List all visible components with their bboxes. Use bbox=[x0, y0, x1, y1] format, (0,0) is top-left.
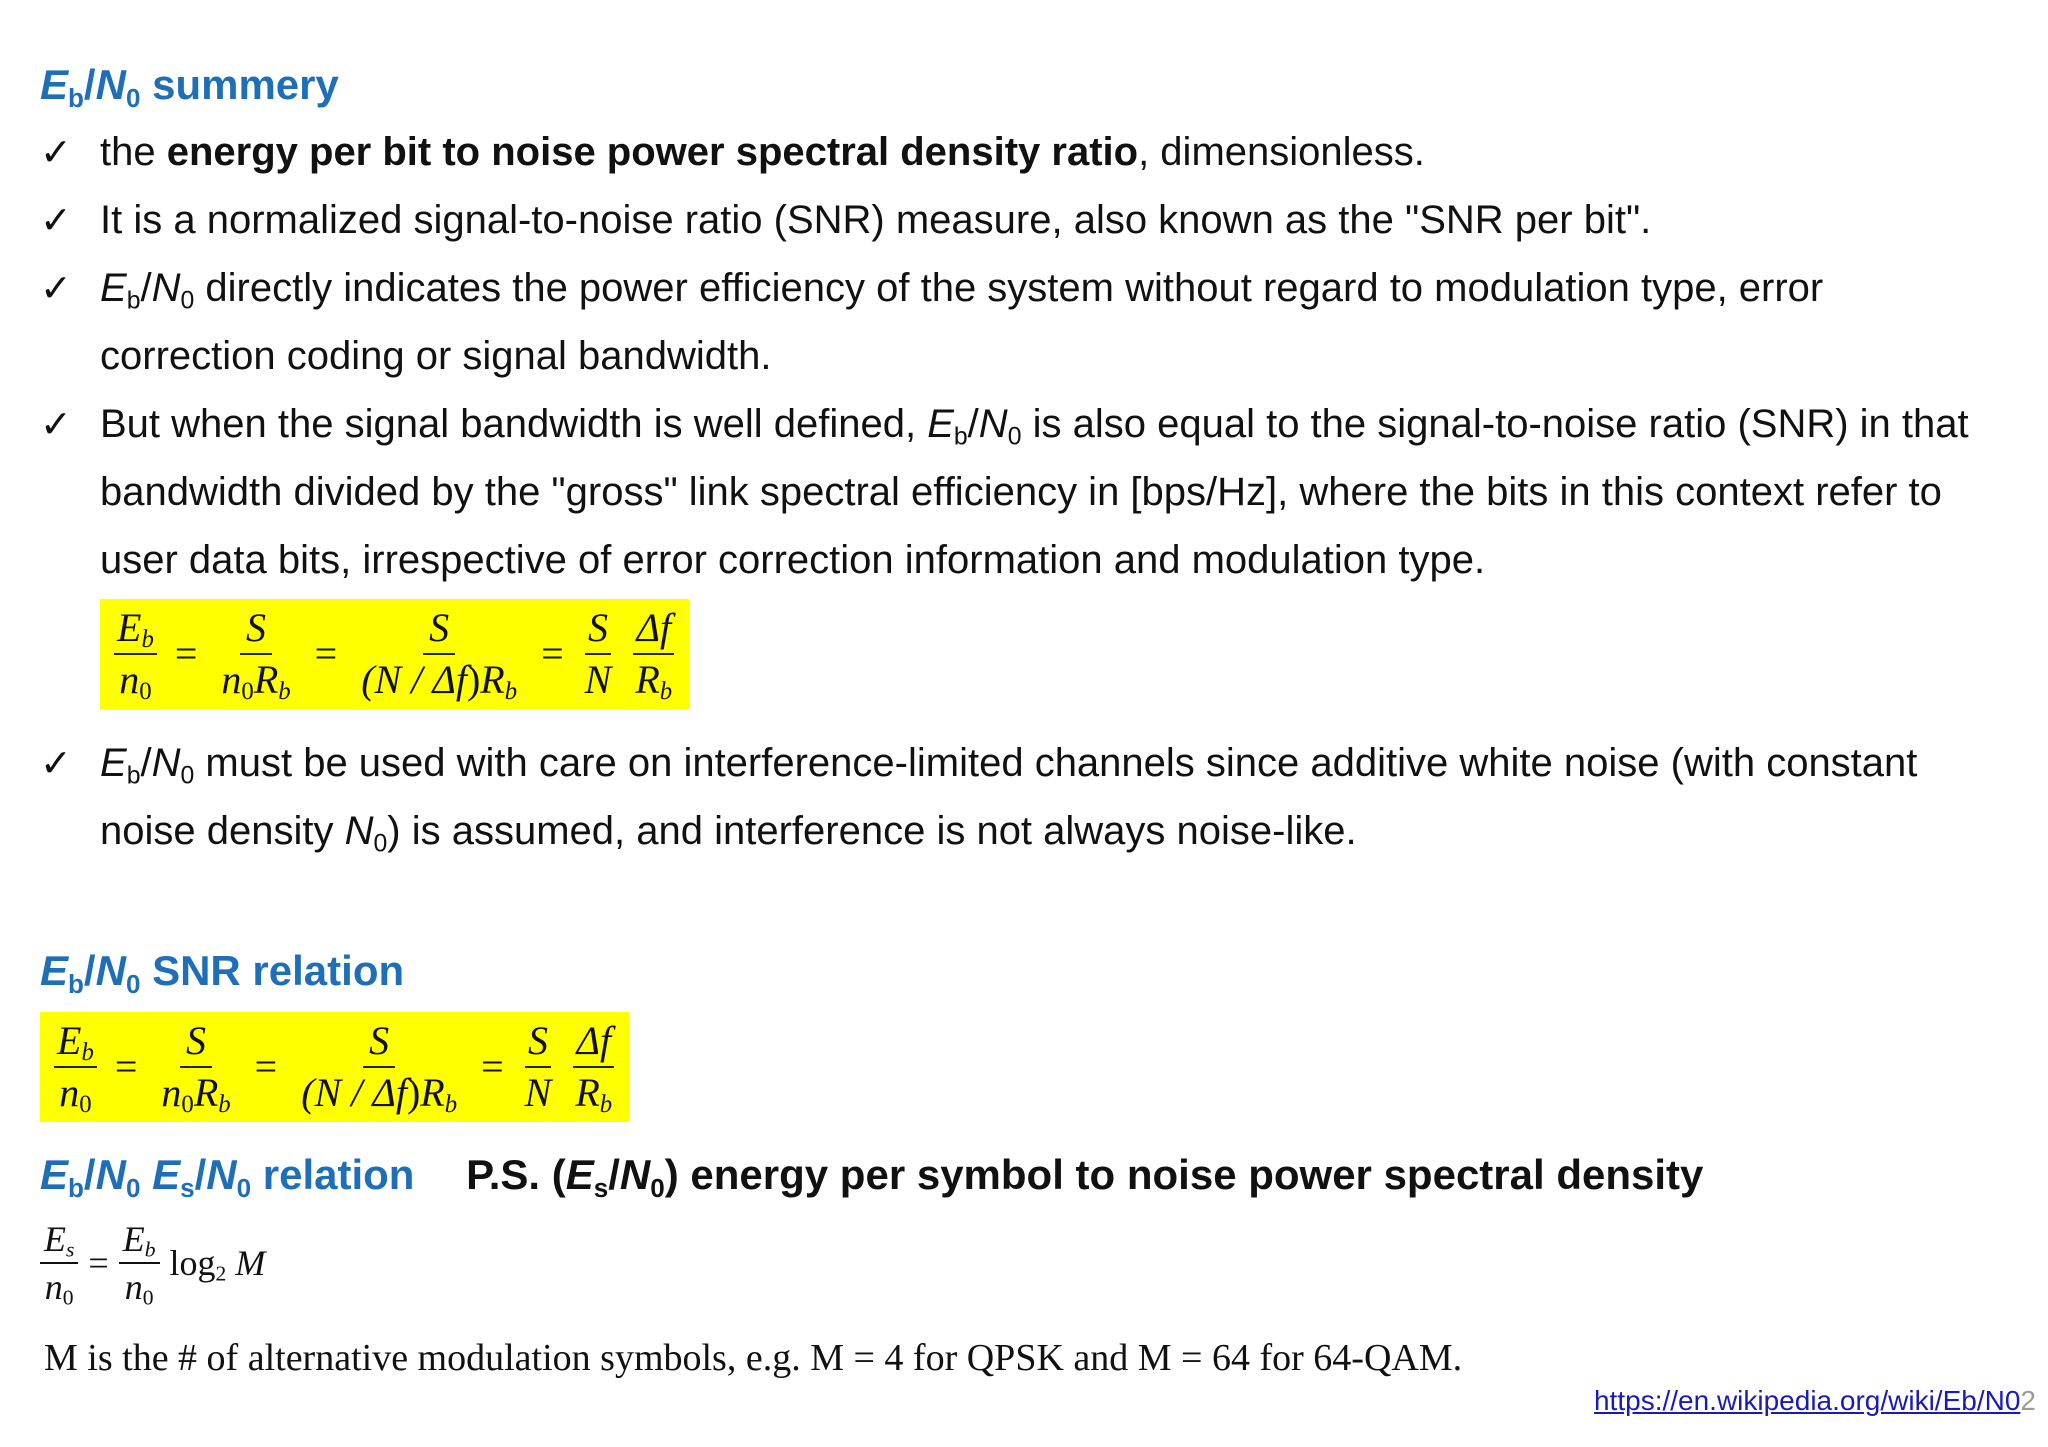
ebn0-equation-highlight: $\frac{E_b}{n_0}$ = $\frac{S}{n_0R_b}$ = $\frac{S}{(N / \Delta f)R_b}$ = $\frac{S}{N}$ $\frac{\Delta f}{R_b}$ bbox=[100, 599, 689, 709]
df-over-rb-fraction: $\frac{\Delta f}{R_b}$ bbox=[635, 605, 673, 706]
ps-note: P.S. $(E_s/N_0)$ energy per symbol to noise power spectral density bbox=[466, 1151, 1704, 1203]
checkmark-icon: ✓ bbox=[40, 266, 72, 310]
modulation-note: M is the # of alternative modulation symbols, e.g. M = 4 for QPSK and M = 64 for 64-QAM. bbox=[44, 1337, 1463, 1379]
s-over-n0rb-fraction: $\frac{S}{n_0R_b}$ bbox=[221, 605, 291, 706]
checkmark-icon: ✓ bbox=[40, 198, 72, 242]
section-heading-summary: $E_b/N_0$ summery bbox=[40, 61, 339, 113]
eb-over-n0-fraction: $\frac{E_b}{n_0}$ bbox=[119, 1218, 160, 1308]
list-item: ✓ But when the signal bandwidth is well defined, $E_b/N_0$ is also equal to the signal-to-noise ratio (SNR) in that bandwidth divided by the "gross" link spectral efficiency in [bps/Hz], where the bits in this context refer to user data bits, irrespective of error correction information and modulation type. $\frac{E_b}{n_0}$ = $\frac{S}{n_0R_b}$ = $\frac{S}{(N / \Delta f)R_b}$ = $\frac{S}{N}$ $\frac{\Delta f}{R_b}$ bbox=[40, 390, 2030, 729]
section-heading-es-relation: $E_b/N_0$ $E_s/N_0$ relation P.S. $(E_s/N_0)$ energy per symbol to noise power spectral density bbox=[40, 1151, 1704, 1203]
s-over-n-fraction: $\frac{S}{N}$ bbox=[524, 1018, 552, 1115]
list-item: ✓ $E_b/N_0$ must be used with care on interference-limited channels since additive white noise (with constant noise density $N_0$) is assumed, and interference is not always noise-like. bbox=[40, 729, 2030, 865]
es-eb-equation: $\frac{E_s}{n_0}$ = $\frac{E_b}{n_0}$ $\log_2 M$ bbox=[40, 1218, 265, 1308]
s-over-bandwidth-fraction: $\frac{S}{(N / \Delta f)R_b}$ bbox=[301, 1018, 458, 1119]
summary-list bbox=[40, 118, 2030, 865]
checkmark-icon: ✓ bbox=[40, 741, 72, 785]
log2-m-term: $\log_2 M$ bbox=[169, 1243, 266, 1286]
list-item: ✓ It is a normalized signal-to-noise ratio (SNR) measure, also known as the "SNR per bit". bbox=[40, 186, 2030, 254]
eb-over-n0-fraction: $\frac{E_b}{n_0}$ bbox=[54, 1018, 97, 1116]
footer bbox=[1594, 1385, 2036, 1417]
list-item: ✓ $E_b/N_0$ directly indicates the power efficiency of the system without regard to modulation type, error correction coding or signal bandwidth. bbox=[40, 254, 2030, 390]
s-over-n-fraction: $\frac{S}{N}$ bbox=[584, 605, 612, 702]
df-over-rb-fraction: $\frac{\Delta f}{R_b}$ bbox=[575, 1018, 613, 1119]
page-number: 2 bbox=[2020, 1385, 2036, 1416]
list-item: ✓ the energy per bit to noise power spectral density ratio, dimensionless. bbox=[40, 118, 2030, 186]
es-over-n0-fraction: $\frac{E_s}{n_0}$ bbox=[40, 1218, 78, 1308]
checkmark-icon: ✓ bbox=[40, 402, 72, 446]
checkmark-icon: ✓ bbox=[40, 130, 72, 174]
snr-relation-equation-highlight: $\frac{E_b}{n_0}$ = $\frac{S}{n_0R_b}$ = $\frac{S}{(N / \Delta f)R_b}$ = $\frac{S}{N}$ $\frac{\Delta f}{R_b}$ bbox=[40, 1012, 629, 1122]
section-heading-snr-relation: $E_b/N_0$ SNR relation bbox=[40, 947, 405, 999]
eb-over-n0-fraction: $\frac{E_b}{n_0}$ bbox=[114, 605, 157, 703]
source-link[interactable]: https://en.wikipedia.org/wiki/Eb/N0 bbox=[1593, 1385, 2021, 1416]
s-over-n0rb-fraction: $\frac{S}{n_0R_b}$ bbox=[161, 1018, 231, 1119]
s-over-bandwidth-fraction: $\frac{S}{(N / \Delta f)R_b}$ bbox=[361, 605, 518, 706]
